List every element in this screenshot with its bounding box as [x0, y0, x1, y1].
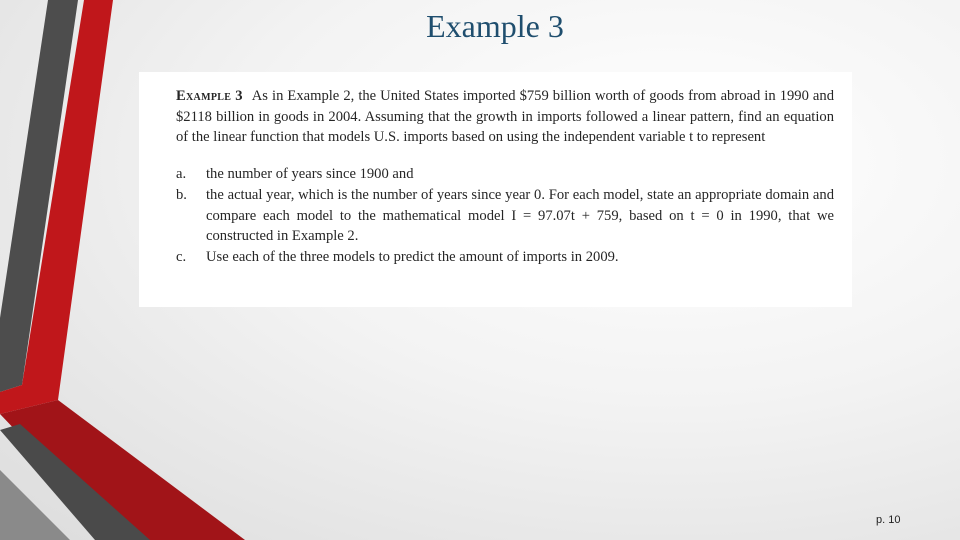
page-number: p. 10 [876, 514, 901, 526]
example-intro [176, 86, 834, 148]
item-text: the number of years since 1900 and [206, 166, 414, 183]
example-label: Example [176, 88, 232, 104]
item-text: the actual year, which is the number of years since year 0. For each model, state an appropriate domain and compare each model to the mathematical model I = 97.07t + 759, based on t = 0 in 1990, that we constructed in Example 2. [206, 186, 834, 245]
list-item [176, 185, 834, 247]
list-item [176, 164, 834, 185]
slide-title: Example 3 [426, 8, 564, 44]
example-item-list [176, 164, 834, 268]
example-number: 3 [235, 88, 243, 104]
list-item [176, 247, 834, 268]
example-textbox [139, 72, 852, 307]
item-text: Use each of the three models to predict the amount of imports in 2009. [206, 248, 619, 265]
item-letter: b. [176, 186, 187, 203]
example-intro-text: As in Example 2, the United States imported $759 billion worth of goods from abroad in 1990 and $2118 billion in goods in 2004. Assuming that the growth in imports followed a linear pattern, find an equation of the linear function that models U.S. imports based on using the independent variable t to represent [176, 88, 835, 146]
item-letter: c. [176, 248, 187, 265]
item-letter: a. [176, 166, 187, 183]
